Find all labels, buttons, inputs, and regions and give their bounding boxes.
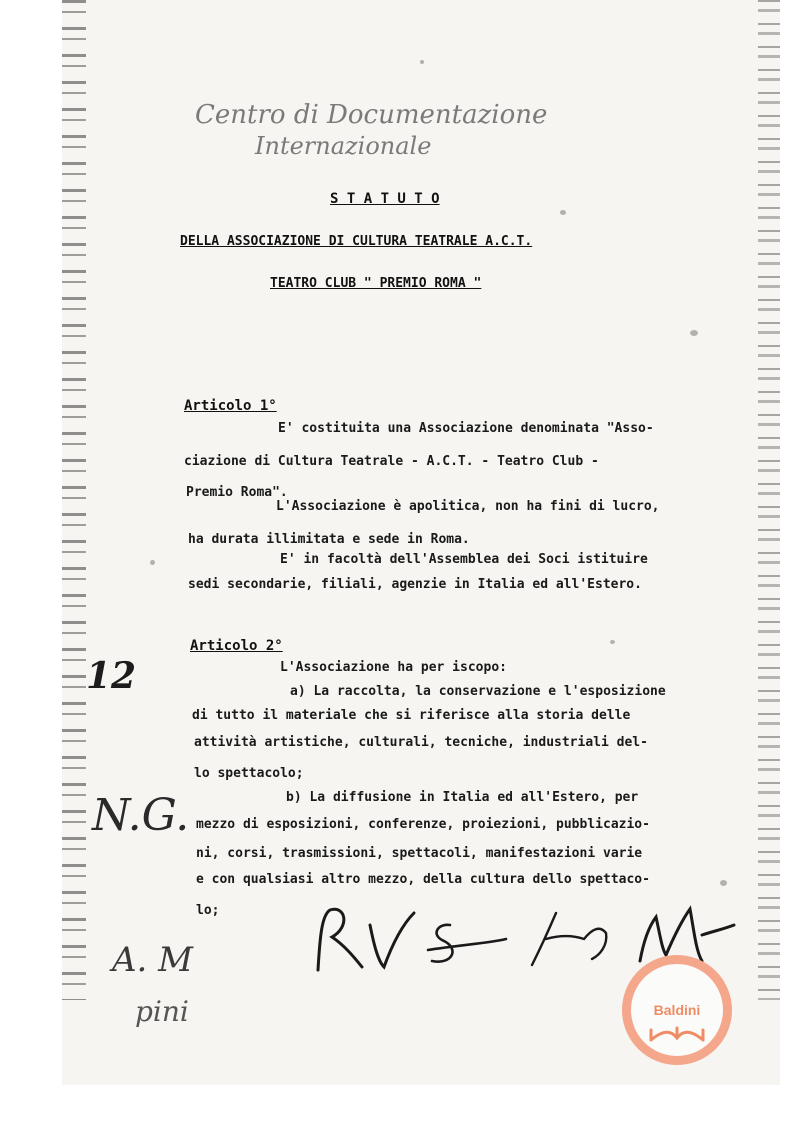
club-title: TEATRO CLUB " PREMIO ROMA " [270, 276, 482, 291]
scan-speck [690, 330, 698, 336]
article-1-line: L'Associazione è apolitica, non ha fini di lucro, [276, 499, 660, 514]
article-2-line: di tutto il materiale che si riferisce alla storia delle [192, 708, 631, 723]
book-icon [647, 1022, 707, 1044]
scan-noise-left [62, 0, 86, 1000]
signature-1 [318, 909, 414, 970]
handwritten-header-line2: Internazionale [255, 132, 432, 160]
article-1-line: Premio Roma". [186, 485, 288, 500]
scan-speck [610, 640, 615, 644]
article-2-line: L'Associazione ha per iscopo: [280, 660, 507, 675]
article-2-line: e con qualsiasi altro mezzo, della cultura dello spettaco- [196, 872, 650, 887]
signature-2 [428, 925, 506, 962]
scan-speck [720, 880, 727, 886]
signature-4 [640, 909, 734, 961]
association-title: DELLA ASSOCIAZIONE DI CULTURA TEATRALE A.C.T. [180, 234, 533, 249]
scan-speck [150, 560, 155, 565]
article-2-line: ni, corsi, trasmissioni, spettacoli, manifestazioni varie [196, 846, 643, 861]
handwritten-header-line1: Centro di Documentazione [195, 100, 548, 130]
article-1-heading: Articolo 1° [184, 398, 277, 414]
article-2-line: a) La raccolta, la conservazione e l'esposizione [290, 684, 666, 699]
article-2-line: lo; [196, 903, 220, 918]
article-2-line: mezzo di esposizioni, conferenze, proiezioni, pubblicazio- [196, 817, 650, 832]
article-1-line: sedi secondarie, filiali, agenzie in Italia ed all'Estero. [188, 577, 642, 592]
article-1-line: ha durata illimitata e sede in Roma. [188, 532, 470, 547]
article-2-line: b) La diffusione in Italia ed all'Estero, per [286, 790, 639, 805]
signature-3 [532, 913, 606, 965]
article-1-line: ciazione di Cultura Teatrale - A.C.T. - Teatro Club - [184, 454, 599, 469]
bottom-left-note: A. M [112, 940, 193, 980]
scan-speck [560, 210, 566, 215]
article-1-line: E' in facoltà dell'Assemblea dei Soci istituire [280, 552, 648, 567]
stamp-label: Baldini [653, 1002, 701, 1018]
bottom-left-note-2: pini [135, 995, 189, 1028]
left-initials: N.G. [92, 790, 190, 841]
article-2-heading: Articolo 2° [190, 638, 283, 654]
article-2-line: lo spettacolo; [194, 766, 304, 781]
scan-speck [420, 60, 424, 64]
page-mark: 12 [86, 655, 137, 697]
baldini-stamp [622, 955, 732, 1065]
article-1-line: E' costituita una Associazione denominata "Asso- [278, 421, 654, 436]
document-title: S T A T U T O [330, 191, 440, 207]
scan-noise-right [758, 0, 780, 1000]
article-2-line: attività artistiche, culturali, tecniche, industriali del- [194, 735, 648, 750]
